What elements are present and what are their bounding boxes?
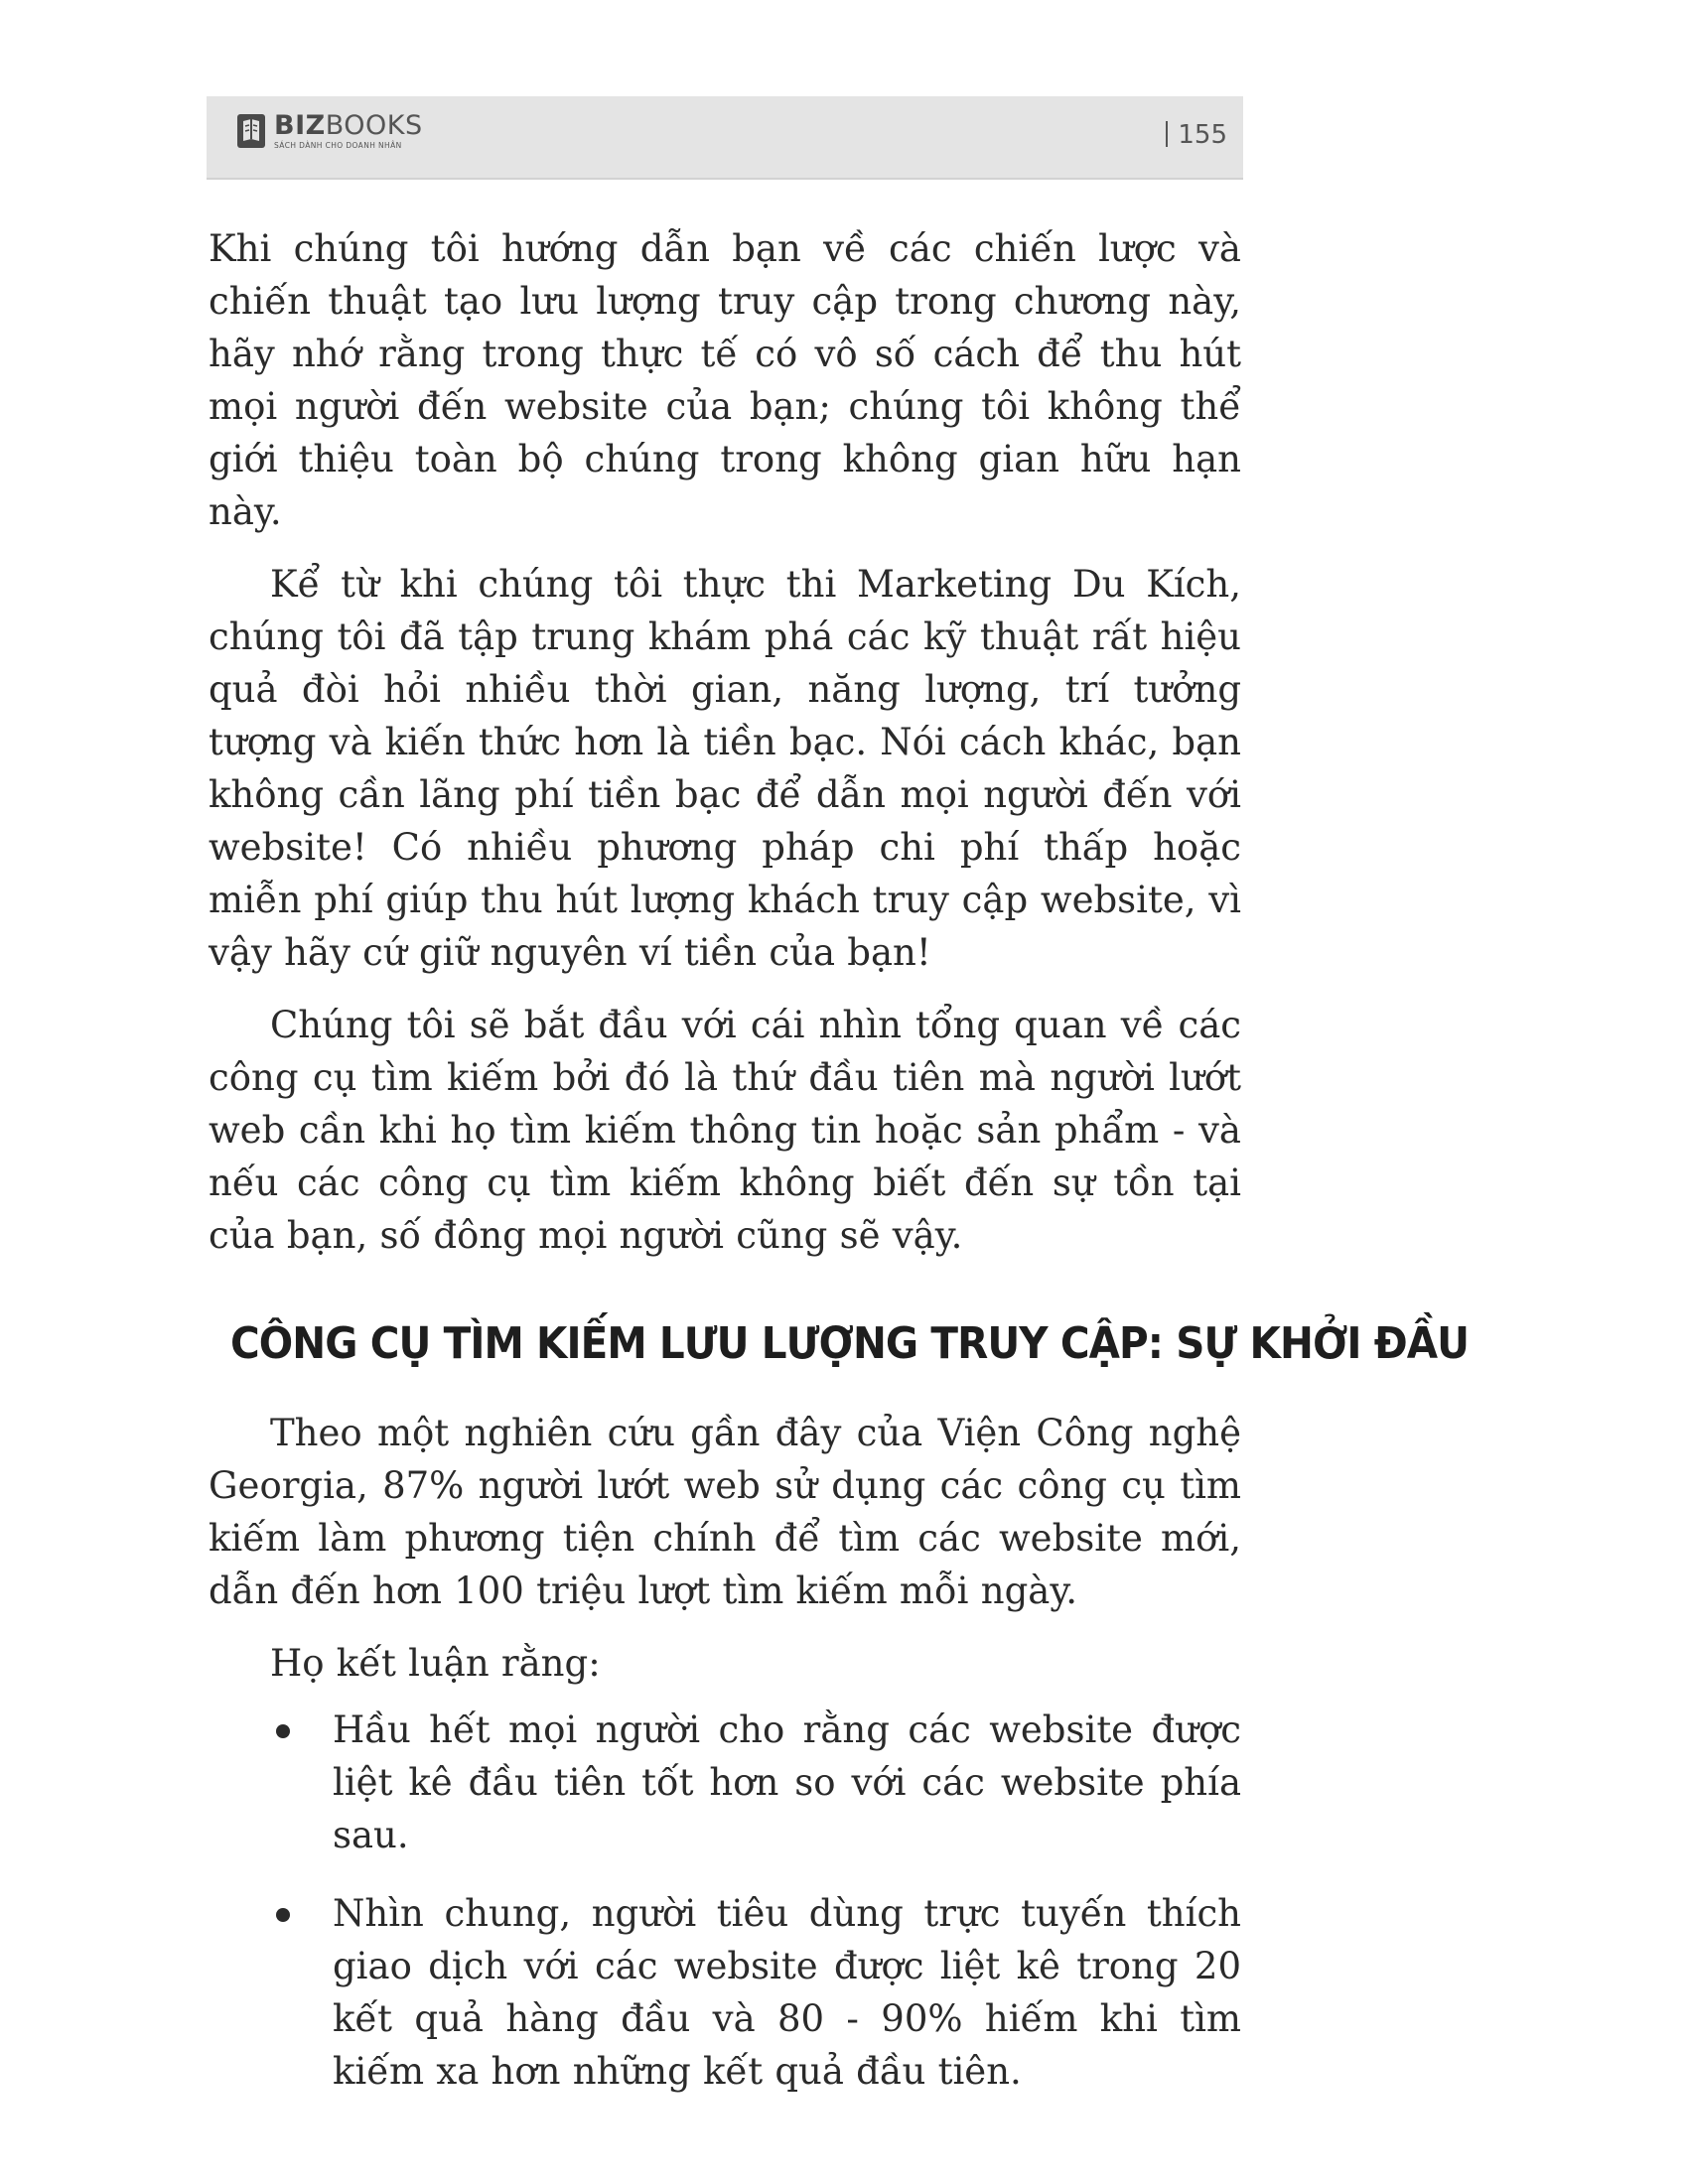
section-paragraph-2: Họ kết luận rằng:	[270, 1642, 601, 1685]
section-heading: CÔNG CỤ TÌM KIẾM LƯU LƯỢNG TRUY CẬP: SỰ KHỞI ĐẦU	[230, 1318, 1470, 1369]
page-body	[209, 222, 1470, 2123]
page-number-divider	[1166, 121, 1168, 147]
body-paragraph-3: Chúng tôi sẽ bắt đầu với cái nhìn tổng quan về các công cụ tìm kiếm bởi đó là thứ đầu tiên mà người lướt web cần khi họ tìm kiếm thông tin hoặc sản phẩm - và nếu các công cụ tìm kiếm không biết đến sự tồn tại của bạn, số đông mọi người cũng sẽ vậy.	[209, 1004, 1241, 1257]
findings-list	[209, 1704, 1241, 2098]
page-number: 155	[1166, 120, 1227, 150]
list-item	[209, 1704, 1241, 1861]
list-item-text: Nhìn chung, người tiêu dùng trực tuyến thích giao dịch với các website được liệt kê trong 20 kết quả hàng đầu và 80 - 90% hiếm khi tìm kiếm xa hơn những kết quả đầu tiên.	[333, 1892, 1241, 2093]
logo-name: BIZBOOKS	[274, 110, 423, 141]
body-paragraph-1: Khi chúng tôi hướng dẫn bạn về các chiến lược và chiến thuật tạo lưu lượng truy cập trong chương này, hãy nhớ rằng trong thực tế có vô số cách để thu hút mọi người đến website của bạn; chúng tôi không thể giới thiệu toàn bộ chúng trong không gian hữu hạn này.	[209, 227, 1241, 533]
bizbooks-logo-icon	[236, 112, 268, 152]
publisher-logo	[236, 112, 423, 152]
list-item-text: Hầu hết mọi người cho rằng các website được liệt kê đầu tiên tốt hơn so với các website phía sau.	[333, 1708, 1241, 1856]
running-header	[207, 96, 1243, 180]
bullet-dot-icon	[276, 1724, 290, 1738]
bullet-dot-icon	[276, 1908, 290, 1922]
logo-tagline: SÁCH DÀNH CHO DOANH NHÂN	[274, 141, 402, 150]
body-paragraph-2: Kể từ khi chúng tôi thực thi Marketing Du Kích, chúng tôi đã tập trung khám phá các kỹ thuật rất hiệu quả đòi hỏi nhiều thời gian, năng lượng, trí tưởng tượng và kiến thức hơn là tiền bạc. Nói cách khác, bạn không cần lãng phí tiền bạc để dẫn mọi người đến với website! Có nhiều phương pháp chi phí thấp hoặc miễn phí giúp thu hút lượng khách truy cập website, vì vậy hãy cứ giữ nguyên ví tiền của bạn!	[209, 563, 1241, 974]
section-paragraph-1: Theo một nghiên cứu gần đây của Viện Công nghệ Georgia, 87% người lướt web sử dụng các công cụ tìm kiếm làm phương tiện chính để tìm các website mới, dẫn đến hơn 100 triệu lượt tìm kiếm mỗi ngày.	[209, 1412, 1241, 1612]
list-item	[209, 1887, 1241, 2098]
